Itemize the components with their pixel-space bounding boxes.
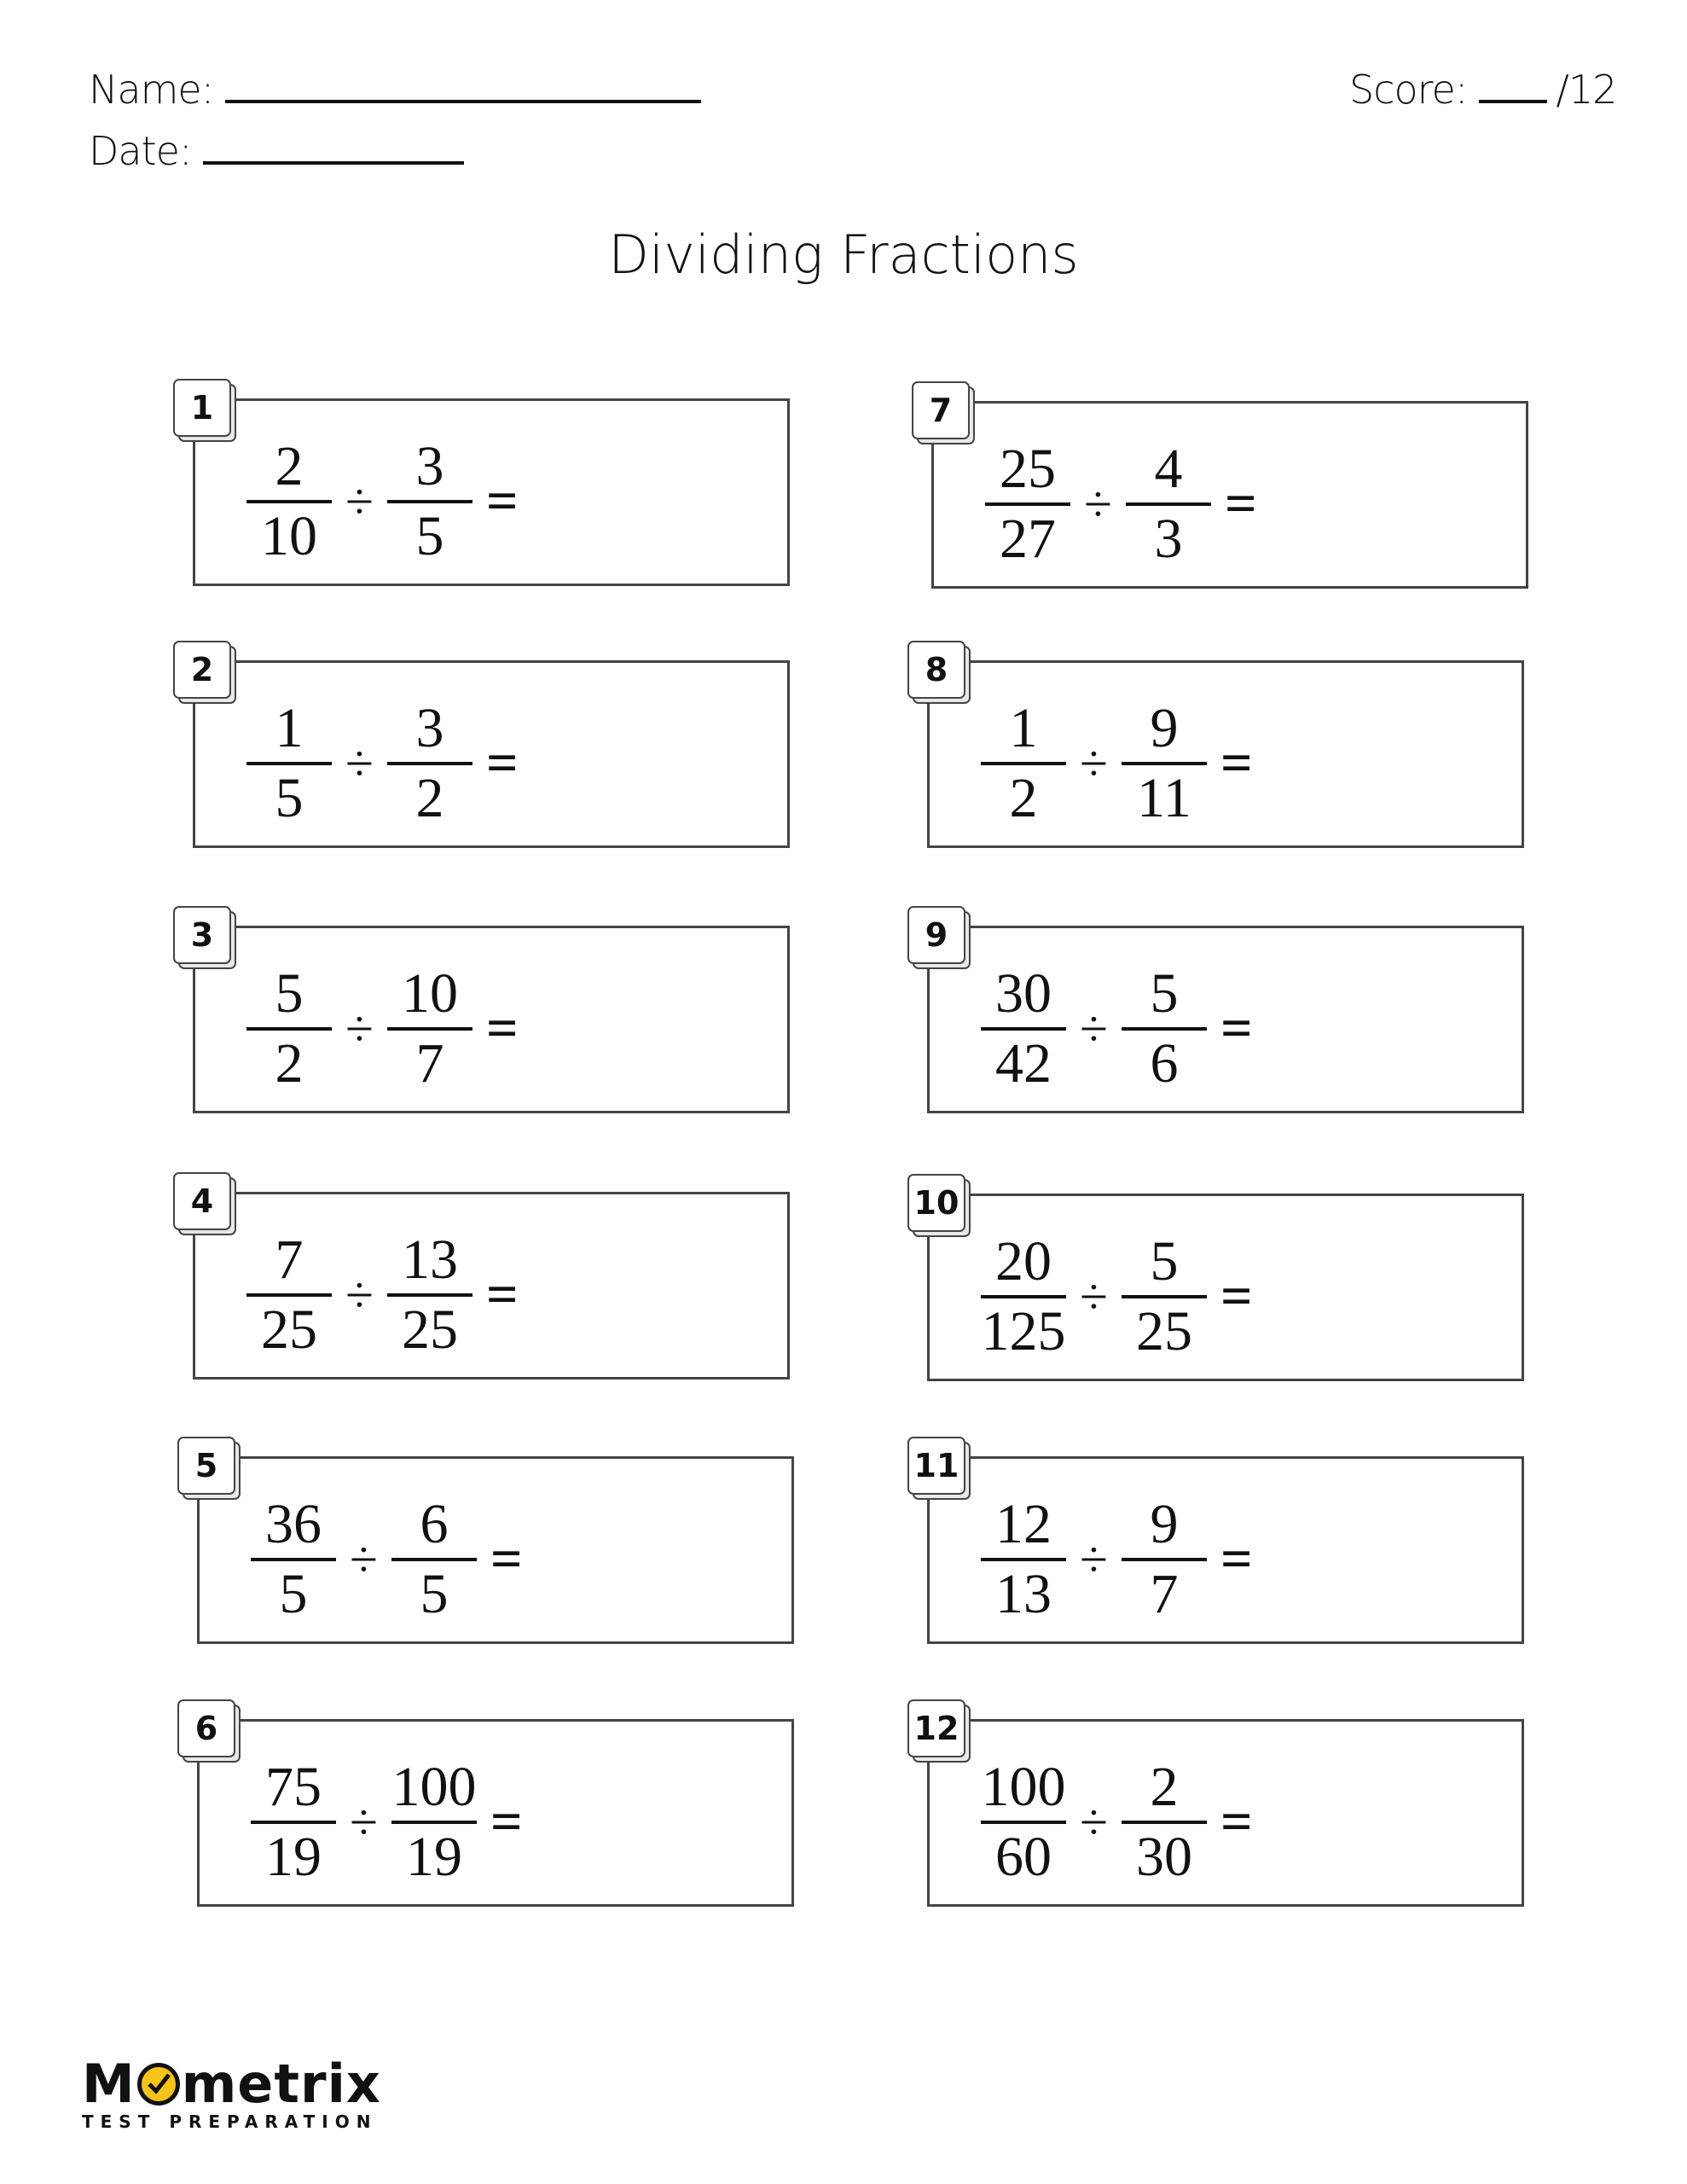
division-expression <box>246 697 519 830</box>
divisor-denominator: 5 <box>415 505 444 567</box>
problem-box[interactable] <box>190 1182 790 1380</box>
divisor-fraction <box>387 435 472 568</box>
division-expression <box>246 1228 519 1362</box>
problem-number: 6 <box>177 1699 235 1757</box>
division-expression <box>981 1756 1253 1889</box>
problem-box[interactable] <box>925 651 1524 848</box>
logo-text-right: metrix <box>181 2053 381 2115</box>
dividend-fraction <box>246 435 332 568</box>
divisor-numerator: 4 <box>1154 438 1183 500</box>
dividend-numerator: 100 <box>981 1756 1066 1818</box>
fraction-bar <box>1122 1027 1207 1031</box>
equals-icon: = <box>490 1528 523 1590</box>
equals-icon: = <box>490 1791 523 1853</box>
problem-box[interactable] <box>190 389 790 586</box>
dividend-numerator: 1 <box>275 697 304 759</box>
divisor-fraction <box>1122 697 1207 830</box>
equals-icon: = <box>485 732 519 794</box>
fraction-bar <box>981 1558 1066 1561</box>
problem-number-badge <box>907 906 986 985</box>
problem-number-badge <box>177 1437 256 1515</box>
score-blank-line[interactable] <box>1479 100 1547 103</box>
score-field[interactable] <box>1349 67 1616 113</box>
problem-box[interactable] <box>913 1184 1524 1381</box>
fraction-bar <box>981 1821 1066 1824</box>
dividend-numerator: 1 <box>1009 697 1038 759</box>
problem-number: 7 <box>912 381 970 439</box>
dividend-fraction <box>981 697 1066 830</box>
fraction-bar <box>981 1027 1066 1031</box>
dividend-denominator: 42 <box>995 1032 1052 1095</box>
divide-icon: ÷ <box>1080 735 1108 792</box>
dividend-fraction <box>246 1228 332 1362</box>
name-blank-line[interactable] <box>225 100 701 103</box>
score-label: Score: <box>1349 67 1468 113</box>
divisor-fraction <box>1122 962 1207 1095</box>
divide-icon: ÷ <box>345 735 374 792</box>
dividend-denominator: 10 <box>261 505 317 567</box>
division-expression <box>251 1493 523 1626</box>
fraction-bar <box>387 1027 472 1031</box>
dividend-fraction <box>981 1230 1066 1363</box>
problem-number: 1 <box>173 379 231 437</box>
divisor-numerator: 5 <box>1150 1230 1179 1292</box>
divide-icon: ÷ <box>350 1793 378 1850</box>
divisor-denominator: 25 <box>401 1298 458 1361</box>
divisor-denominator: 3 <box>1154 508 1183 570</box>
name-label: Name: <box>89 67 214 113</box>
problem-number: 12 <box>907 1699 965 1757</box>
fraction-bar <box>246 1027 332 1031</box>
divide-icon: ÷ <box>1080 1793 1108 1850</box>
division-expression <box>981 1493 1253 1626</box>
dividend-denominator: 13 <box>995 1563 1052 1625</box>
divisor-numerator: 9 <box>1150 697 1179 759</box>
division-expression <box>246 962 519 1095</box>
fraction-bar <box>1122 762 1207 765</box>
problem-number-badge <box>907 1437 986 1515</box>
divisor-numerator: 3 <box>415 435 444 497</box>
dividend-denominator: 25 <box>261 1298 317 1361</box>
divisor-fraction <box>1126 438 1211 571</box>
dividend-denominator: 2 <box>1009 767 1038 829</box>
divide-icon: ÷ <box>1080 1531 1108 1588</box>
problem-box[interactable] <box>194 1710 794 1907</box>
divisor-denominator: 25 <box>1135 1300 1192 1362</box>
divisor-fraction <box>1122 1493 1207 1626</box>
divisor-numerator: 2 <box>1150 1756 1179 1818</box>
checkmark-circle-icon <box>137 2063 180 2106</box>
problem-number-badge <box>173 906 252 985</box>
problem-box[interactable] <box>913 1710 1524 1907</box>
problem-number: 11 <box>907 1437 965 1495</box>
problem-box[interactable] <box>925 916 1524 1113</box>
divisor-fraction <box>387 962 472 1095</box>
divisor-fraction <box>391 1493 477 1626</box>
fraction-bar <box>387 762 472 765</box>
fraction-bar <box>981 762 1066 765</box>
problem-number: 10 <box>907 1174 965 1232</box>
name-field[interactable] <box>89 67 701 113</box>
equals-icon: = <box>1220 1265 1253 1327</box>
divisor-denominator: 30 <box>1135 1826 1192 1888</box>
dividend-fraction <box>251 1756 336 1889</box>
fraction-bar <box>246 1293 332 1297</box>
dividend-denominator: 19 <box>265 1826 322 1888</box>
dividend-numerator: 2 <box>275 435 304 497</box>
division-expression <box>981 1230 1253 1363</box>
dividend-numerator: 20 <box>995 1230 1052 1292</box>
problem-box[interactable] <box>194 1447 794 1644</box>
dividend-fraction <box>981 1756 1066 1889</box>
divisor-numerator: 9 <box>1150 1493 1179 1555</box>
fraction-bar <box>1122 1821 1207 1824</box>
date-field[interactable] <box>89 128 464 174</box>
divisor-fraction <box>1122 1756 1207 1889</box>
fraction-bar <box>387 500 472 503</box>
divisor-numerator: 5 <box>1150 962 1179 1025</box>
problem-number: 3 <box>173 906 231 964</box>
problem-number: 4 <box>173 1172 231 1230</box>
equals-icon: = <box>485 997 519 1060</box>
equals-icon: = <box>1220 1791 1253 1853</box>
dividend-fraction <box>985 438 1070 571</box>
problem-number-badge <box>173 641 252 719</box>
problem-number: 8 <box>907 641 965 699</box>
problem-number: 5 <box>177 1437 235 1495</box>
dividend-denominator: 125 <box>981 1300 1066 1362</box>
division-expression <box>985 438 1257 571</box>
fraction-bar <box>251 1558 336 1561</box>
equals-icon: = <box>1224 473 1257 535</box>
problem-number-badge <box>907 1174 986 1252</box>
divide-icon: ÷ <box>345 473 374 530</box>
dividend-fraction <box>981 962 1066 1095</box>
divisor-denominator: 11 <box>1137 767 1191 829</box>
dividend-fraction <box>981 1493 1066 1626</box>
fraction-bar <box>391 1558 477 1561</box>
divisor-denominator: 2 <box>415 767 444 829</box>
divisor-denominator: 7 <box>415 1032 444 1095</box>
fraction-bar <box>251 1821 336 1824</box>
page-title: Dividing Fractions <box>608 224 1079 286</box>
divide-icon: ÷ <box>1080 1268 1108 1325</box>
equals-icon: = <box>485 1263 519 1326</box>
problem-number-badge <box>177 1699 256 1778</box>
divisor-denominator: 6 <box>1150 1032 1179 1095</box>
division-expression <box>251 1756 523 1889</box>
dividend-numerator: 25 <box>1000 438 1056 500</box>
fraction-bar <box>387 1293 472 1297</box>
equals-icon: = <box>485 470 519 532</box>
dividend-numerator: 7 <box>275 1228 304 1291</box>
problem-box[interactable] <box>190 916 790 1113</box>
dividend-numerator: 75 <box>265 1756 322 1818</box>
divisor-fraction <box>387 697 472 830</box>
divisor-numerator: 6 <box>420 1493 449 1555</box>
problem-number-badge <box>907 1699 986 1778</box>
date-label: Date: <box>89 128 192 174</box>
divide-icon: ÷ <box>350 1531 378 1588</box>
dividend-numerator: 5 <box>275 962 304 1025</box>
divisor-fraction <box>391 1756 477 1889</box>
dividend-denominator: 5 <box>279 1563 308 1625</box>
score-total: /12 <box>1556 67 1617 113</box>
problem-box[interactable] <box>929 392 1528 589</box>
problem-number-badge <box>173 1172 252 1251</box>
problem-number: 9 <box>907 906 965 964</box>
problem-number: 2 <box>173 641 231 699</box>
fraction-bar <box>246 762 332 765</box>
logo-text-left: M <box>82 2053 136 2115</box>
divide-icon: ÷ <box>1084 475 1112 532</box>
divisor-denominator: 5 <box>420 1563 449 1625</box>
divisor-numerator: 3 <box>415 697 444 759</box>
dividend-fraction <box>246 962 332 1095</box>
fraction-bar <box>985 502 1070 506</box>
divisor-numerator: 10 <box>401 962 458 1025</box>
divisor-denominator: 7 <box>1150 1563 1179 1625</box>
division-expression <box>981 697 1253 830</box>
dividend-denominator: 5 <box>275 767 304 829</box>
dividend-denominator: 60 <box>995 1826 1052 1888</box>
fraction-bar <box>981 1295 1066 1298</box>
divisor-numerator: 13 <box>401 1228 458 1291</box>
fraction-bar <box>1126 502 1211 506</box>
equals-icon: = <box>1220 732 1253 794</box>
equals-icon: = <box>1220 1528 1253 1590</box>
problem-number-badge <box>907 641 986 719</box>
divisor-denominator: 19 <box>405 1826 462 1888</box>
fraction-bar <box>246 500 332 503</box>
problem-number-badge <box>912 381 990 460</box>
problem-number-badge <box>173 379 252 457</box>
divide-icon: ÷ <box>1080 1000 1108 1057</box>
fraction-bar <box>391 1821 477 1824</box>
divide-icon: ÷ <box>345 1266 374 1323</box>
equals-icon: = <box>1220 997 1253 1060</box>
division-expression <box>246 435 519 568</box>
divide-icon: ÷ <box>345 1000 374 1057</box>
dividend-fraction <box>246 697 332 830</box>
fraction-bar <box>1122 1295 1207 1298</box>
dividend-denominator: 27 <box>1000 508 1056 570</box>
fraction-bar <box>1122 1558 1207 1561</box>
divisor-numerator: 100 <box>391 1756 477 1818</box>
mometrix-logo <box>82 2053 381 2132</box>
division-expression <box>981 962 1253 1095</box>
dividend-numerator: 12 <box>995 1493 1052 1555</box>
dividend-fraction <box>251 1493 336 1626</box>
divisor-fraction <box>1122 1230 1207 1363</box>
divisor-fraction <box>387 1228 472 1362</box>
dividend-numerator: 36 <box>265 1493 322 1555</box>
problem-box[interactable] <box>913 1447 1524 1644</box>
date-blank-line[interactable] <box>203 161 464 165</box>
dividend-numerator: 30 <box>995 962 1052 1025</box>
dividend-denominator: 2 <box>275 1032 304 1095</box>
logo-tagline: TEST PREPARATION <box>82 2111 378 2132</box>
problem-box[interactable] <box>190 651 790 848</box>
